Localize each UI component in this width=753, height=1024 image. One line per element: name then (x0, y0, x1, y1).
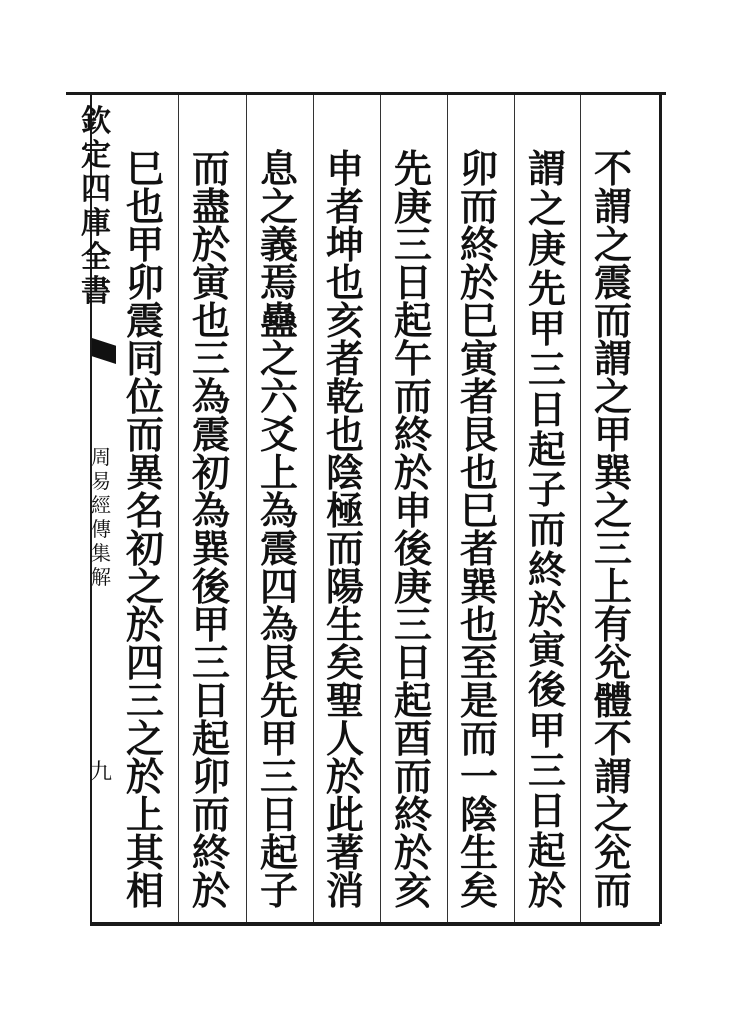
character: 而 (593, 868, 632, 913)
character: 之 (593, 488, 632, 533)
character: 午 (393, 336, 432, 381)
character: 聖 (325, 678, 364, 723)
character: 先 (527, 266, 566, 312)
character: 甲 (125, 222, 164, 267)
character: 生 (325, 602, 364, 647)
character: 卯 (459, 146, 498, 191)
column-rule (580, 95, 581, 922)
character: 書 (81, 274, 111, 309)
text-column-7 (181, 146, 241, 913)
character: 而 (459, 184, 498, 229)
character: 上 (259, 450, 298, 495)
fish-tail-mark (92, 338, 116, 364)
character: 其 (125, 830, 164, 875)
character: 謂 (593, 184, 632, 229)
character: 而 (325, 526, 364, 571)
character: 陽 (325, 564, 364, 609)
character: 兊 (593, 830, 632, 875)
character: 是 (459, 678, 498, 723)
character: 集 (91, 541, 111, 565)
character: 為 (191, 374, 230, 419)
character: 相 (125, 868, 164, 913)
character: 不 (593, 716, 632, 761)
character: 終 (191, 830, 230, 875)
character: 於 (191, 868, 230, 913)
character: 矣 (459, 868, 498, 913)
character: 三 (191, 336, 230, 381)
character: 不 (593, 146, 632, 191)
frame-bottom-rule (90, 922, 660, 926)
character: 甲 (527, 707, 566, 753)
character: 於 (125, 602, 164, 647)
character: 四 (259, 564, 298, 609)
text-column-5 (315, 146, 375, 913)
character: 之 (125, 564, 164, 609)
text-column-3 (449, 146, 509, 913)
character: 定 (81, 138, 111, 173)
margin-book-title (90, 445, 112, 589)
character: 於 (459, 260, 498, 305)
character: 至 (459, 640, 498, 685)
character: 上 (125, 792, 164, 837)
character: 庫 (81, 206, 111, 241)
character: 也 (191, 298, 230, 343)
character: 先 (393, 146, 432, 191)
character: 矣 (325, 640, 364, 685)
character: 位 (125, 374, 164, 419)
character: 者 (459, 526, 498, 571)
character: 易 (91, 469, 111, 493)
character: 息 (259, 146, 298, 191)
character: 四 (125, 640, 164, 685)
text-column-2 (517, 146, 577, 913)
character: 消 (325, 868, 364, 913)
character: 三 (393, 222, 432, 267)
character: 三 (393, 602, 432, 647)
character: 名 (125, 488, 164, 533)
character: 者 (325, 336, 364, 381)
character: 庚 (527, 226, 566, 272)
character: 義 (259, 222, 298, 267)
character: 有 (593, 602, 632, 647)
character: 震 (593, 260, 632, 305)
character: 上 (593, 564, 632, 609)
character: 後 (527, 667, 566, 713)
character: 之 (593, 374, 632, 419)
character: 子 (259, 868, 298, 913)
character: 之 (125, 716, 164, 761)
character: 日 (393, 640, 432, 685)
character: 於 (527, 587, 566, 633)
character: 日 (191, 678, 230, 723)
character: 艮 (459, 412, 498, 457)
character: 乾 (325, 374, 364, 419)
character: 三 (191, 640, 230, 685)
character: 而 (393, 754, 432, 799)
character: 也 (125, 184, 164, 229)
text-column-6 (249, 146, 309, 913)
character: 日 (259, 792, 298, 837)
character: 先 (259, 678, 298, 723)
character: 陰 (459, 792, 498, 837)
margin-collection-title (78, 105, 114, 309)
character: 三 (593, 526, 632, 571)
character: 巳 (459, 298, 498, 343)
character: 而 (191, 792, 230, 837)
character: 日 (527, 386, 566, 432)
character: 盡 (191, 184, 230, 229)
character: 申 (393, 488, 432, 533)
column-rule (178, 95, 179, 922)
character: 謂 (593, 336, 632, 381)
character: 於 (527, 867, 566, 913)
character: 起 (393, 678, 432, 723)
character: 而 (527, 506, 566, 552)
character: 庚 (393, 564, 432, 609)
character: 爻 (259, 412, 298, 457)
character: 為 (259, 488, 298, 533)
character: 傳 (91, 517, 111, 541)
character: 震 (259, 526, 298, 571)
character: 初 (191, 450, 230, 495)
character: 於 (393, 450, 432, 495)
character: 終 (459, 222, 498, 267)
text-column-1 (583, 146, 643, 913)
character: 庚 (393, 184, 432, 229)
character: 子 (527, 466, 566, 512)
character: 起 (191, 716, 230, 761)
character: 起 (393, 298, 432, 343)
character: 經 (91, 493, 111, 517)
character: 震 (191, 412, 230, 457)
character: 異 (125, 450, 164, 495)
character: 也 (459, 602, 498, 647)
character: 此 (325, 792, 364, 837)
character: 也 (459, 450, 498, 495)
character: 者 (459, 374, 498, 419)
character: 者 (325, 184, 364, 229)
character: 陰 (325, 450, 364, 495)
character: 體 (593, 678, 632, 723)
frame-right-rule (659, 92, 662, 924)
character: 四 (81, 172, 111, 207)
character: 之 (259, 184, 298, 229)
character: 起 (259, 830, 298, 875)
character: 酉 (393, 716, 432, 761)
character: 艮 (259, 640, 298, 685)
character: 三 (527, 747, 566, 793)
character: 初 (125, 526, 164, 571)
character: 謂 (593, 754, 632, 799)
column-rule (313, 95, 314, 922)
character: 甲 (593, 412, 632, 457)
character: 甲 (259, 716, 298, 761)
character: 後 (191, 564, 230, 609)
character: 日 (393, 260, 432, 305)
character: 而 (393, 374, 432, 419)
character: 巳 (125, 146, 164, 191)
character: 而 (191, 146, 230, 191)
frame-top-rule (66, 92, 666, 95)
character: 於 (191, 222, 230, 267)
character: 之 (593, 222, 632, 267)
character: 解 (91, 565, 111, 589)
character: 亥 (325, 298, 364, 343)
character: 於 (125, 754, 164, 799)
margin-page-number (88, 760, 114, 786)
character: 申 (325, 146, 364, 191)
character: 卯 (125, 260, 164, 305)
character: 震 (125, 298, 164, 343)
column-rule (380, 95, 381, 922)
text-column-8 (115, 146, 175, 913)
character: 而 (459, 716, 498, 761)
character: 也 (325, 412, 364, 457)
character: 於 (325, 754, 364, 799)
character: 起 (527, 426, 566, 472)
character: 終 (393, 412, 432, 457)
character: 六 (259, 374, 298, 419)
character: 之 (593, 792, 632, 837)
character: 謂 (527, 146, 566, 191)
character: 而 (593, 298, 632, 343)
character: 兊 (593, 640, 632, 685)
character: 周 (91, 445, 111, 469)
character: 蠱 (259, 298, 298, 343)
character: 著 (325, 830, 364, 875)
character: 寅 (191, 260, 230, 305)
character: 甲 (527, 306, 566, 352)
character: 三 (125, 678, 164, 723)
character: 終 (393, 792, 432, 837)
character: 欽 (81, 104, 111, 139)
column-rule (246, 95, 247, 922)
column-rule (447, 95, 448, 922)
character: 極 (325, 488, 364, 533)
character: 一 (459, 754, 498, 799)
character: 日 (527, 787, 566, 833)
column-rule (514, 95, 515, 922)
character: 坤 (325, 222, 364, 267)
text-column-4 (383, 146, 443, 913)
character: 於 (393, 830, 432, 875)
character: 為 (191, 488, 230, 533)
character: 三 (259, 754, 298, 799)
character: 巳 (459, 488, 498, 533)
character: 巽 (459, 564, 498, 609)
character: 巽 (191, 526, 230, 571)
character: 焉 (259, 260, 298, 305)
character: 卯 (191, 754, 230, 799)
character: 寅 (527, 627, 566, 673)
character: 全 (81, 240, 111, 275)
character: 巽 (593, 450, 632, 495)
character: 為 (259, 602, 298, 647)
character: 終 (527, 547, 566, 593)
character: 之 (259, 336, 298, 381)
character: 而 (125, 412, 164, 457)
character: 九 (89, 760, 112, 785)
character: 人 (325, 716, 364, 761)
character: 後 (393, 526, 432, 571)
character: 寅 (459, 336, 498, 381)
character: 生 (459, 830, 498, 875)
character: 也 (325, 260, 364, 305)
character: 甲 (191, 602, 230, 647)
character: 三 (527, 346, 566, 392)
character: 起 (527, 827, 566, 873)
character: 亥 (393, 868, 432, 913)
character: 之 (527, 186, 566, 232)
character: 同 (125, 336, 164, 381)
